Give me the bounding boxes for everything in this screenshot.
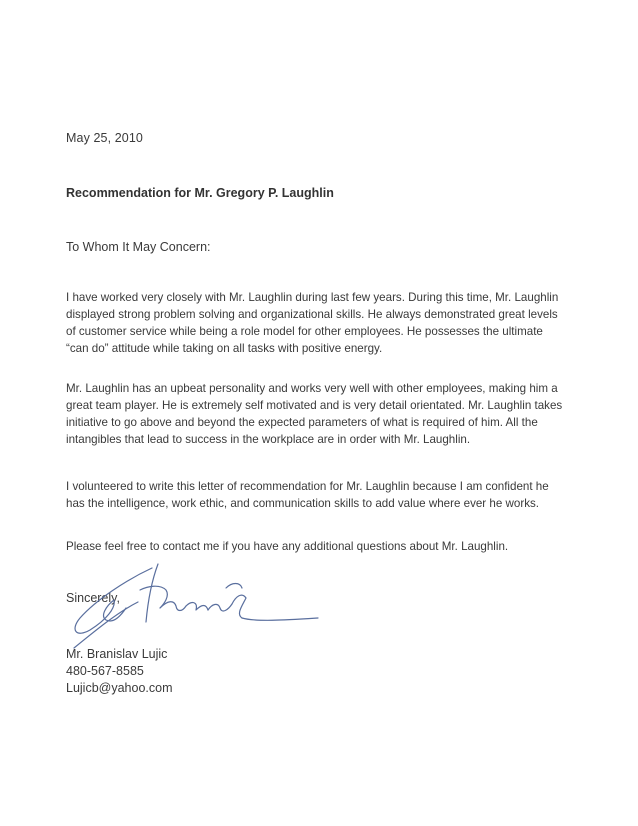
letter-subject: Recommendation for Mr. Gregory P. Laughlin — [66, 186, 334, 200]
body-paragraph-1: I have worked very closely with Mr. Laughlin during last few years. During this time, Mr. Laughlin displayed strong problem solving and organizational skills. He always demonstrated great levels of customer service while being a role model for other employees. He possesses the ultimate “can do” attitude while taking on all tasks with positive energy. — [66, 291, 559, 355]
body-paragraph-3: I volunteered to write this letter of recommendation for Mr. Laughlin because I am confident he has the intelligence, work ethic, and communication skills to add value where ever he works. — [66, 480, 549, 510]
letter-date: May 25, 2010 — [66, 131, 143, 145]
sender-email: Lujicb@yahoo.com — [66, 681, 173, 695]
sender-name: Mr. Branislav Lujic — [66, 647, 168, 661]
letter-salutation: To Whom It May Concern: — [66, 240, 211, 254]
sender-block — [66, 646, 173, 697]
letter-closing: Sincerely, — [66, 591, 120, 605]
handwritten-signature — [56, 560, 326, 650]
body-paragraph-4: Please feel free to contact me if you have any additional questions about Mr. Laughlin. — [66, 540, 509, 553]
body-paragraph-2: Mr. Laughlin has an upbeat personality and works very well with other employees, making him a great team player. He is extremely self motivated and is very detail orientated. Mr. Laughlin takes initiative to go above and beyond the expected parameters of what is required of him. All the intangibles that lead to success in the workplace are in order with Mr. Laughlin. — [66, 382, 563, 446]
sender-phone: 480-567-8585 — [66, 664, 144, 678]
